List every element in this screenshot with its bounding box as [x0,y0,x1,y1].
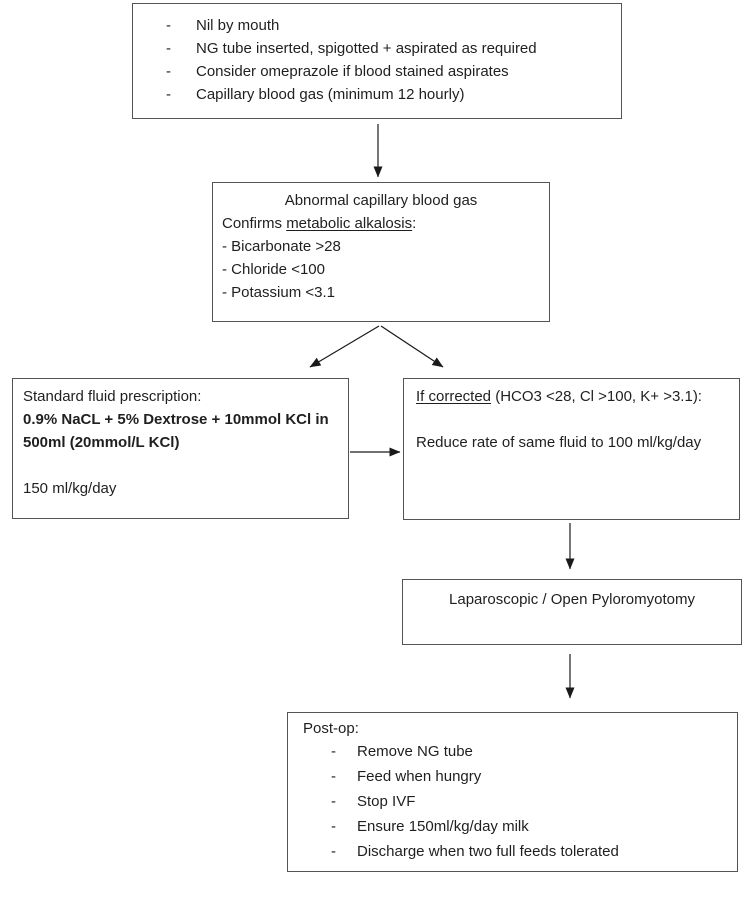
dash-bullet: - [166,63,171,80]
criteria-line: - Chloride <100 [222,261,325,278]
standard-fluid-box [12,378,349,519]
list-item-text: Stop IVF [357,793,416,810]
dash-bullet: - [331,843,336,860]
surgery-label: Laparoscopic / Open Pyloromyotomy [449,591,695,608]
box-title: Abnormal capillary blood gas [284,192,478,209]
confirms-underlined-text: metabolic alkalosis [286,215,413,232]
spacer [23,454,348,477]
dash-bullet: - [166,17,171,34]
list-item-text: Nil by mouth [196,17,280,34]
list-item-text: Remove NG tube [357,743,473,760]
list-item-text: NG tube inserted, spigotted + aspirated as required [196,40,537,57]
list-item [166,14,613,37]
list-item-text: Consider omeprazole if blood stained aspirates [196,63,509,80]
blood-gas-box [212,182,550,322]
postop-box [287,712,738,872]
criteria-line: - Potassium <3.1 [222,284,335,301]
dash-bullet: - [331,768,336,785]
list-item [303,739,729,764]
criteria-line: - Bicarbonate >28 [222,238,341,255]
list-item [303,839,729,864]
dash-bullet: - [331,793,336,810]
prescription-line: 0.9% NaCL + 5% Dextrose + 10mmol KCl in [23,411,329,428]
box-title: Post-op: [303,720,359,737]
fluid-rate: 150 ml/kg/day [23,480,117,497]
confirms-prefix: Confirms [222,215,287,232]
list-item-text: Capillary blood gas (minimum 12 hourly) [196,86,465,103]
list-item-text: Discharge when two full feeds tolerated [357,843,619,860]
list-item [166,83,613,106]
box-title: Standard fluid prescription: [23,388,202,405]
spacer [416,408,739,431]
list-item [166,60,613,83]
surgery-box [402,579,742,645]
list-item [166,37,613,60]
dash-bullet: - [166,86,171,103]
preop-care-box [132,3,622,119]
corrected-underlined-text: If corrected [416,388,492,405]
list-item [303,789,729,814]
list-item-text: Feed when hungry [357,768,482,785]
prescription-line: 500ml (20mmol/L KCl) [23,434,180,451]
dash-bullet: - [331,818,336,835]
confirms-suffix: : [412,215,417,232]
confirms-line [213,212,549,235]
dash-bullet: - [331,743,336,760]
corrected-action: Reduce rate of same fluid to 100 ml/kg/day [416,434,702,451]
dash-bullet: - [166,40,171,57]
arrow-bloodgas-to-corrected [381,326,443,367]
corrected-condition: (HCO3 <28, Cl >100, K+ >3.1): [491,388,702,405]
list-item-text: Ensure 150ml/kg/day milk [357,818,529,835]
corrected-heading [416,385,739,408]
arrow-bloodgas-to-standard-fluid [310,326,379,367]
list-item [303,814,729,839]
list-item [303,764,729,789]
if-corrected-box [403,378,740,520]
